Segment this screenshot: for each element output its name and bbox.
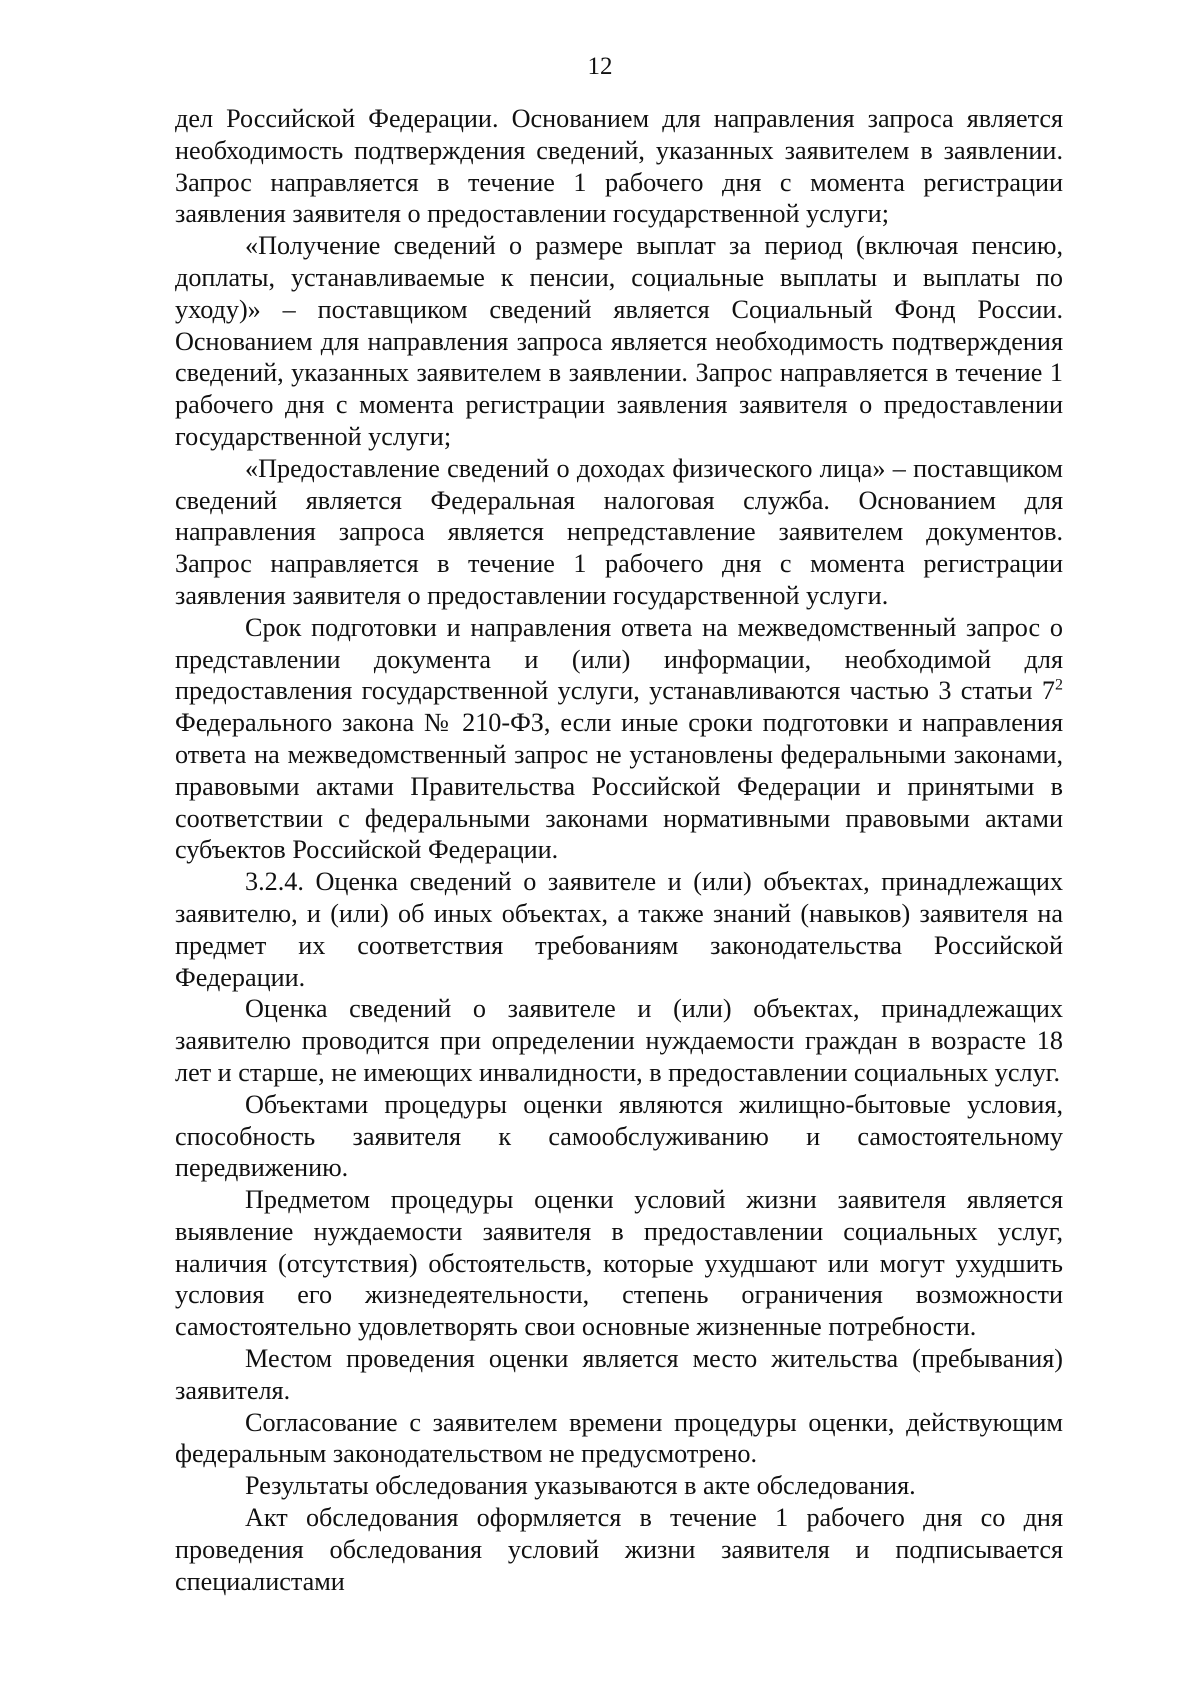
document-body	[175, 103, 1063, 1597]
article-superscript: 2	[1055, 676, 1063, 694]
paragraph-section-3-2-4: 3.2.4. Оценка сведений о заявителе и (или) объектах, принадлежащих заявителю, и (или) об иных объектах, а также знаний (навыков) заявителя на предмет их соответствия требованиям законодательства Российской Федерации.	[175, 867, 1063, 992]
paragraph-income-info: «Предоставление сведений о доходах физического лица» – поставщиком сведений является Федеральная налоговая служба. Основанием для направления запроса является непредставление заявителем документов. Запрос направляется в течение 1 рабочего дня с момента регистрации заявления заявителя о предоставлении государственной услуги.	[175, 453, 1063, 610]
page-number: 12	[587, 53, 613, 80]
paragraph-continuation: дел Российской Федерации. Основанием для направления запроса является необходимость подтверждения сведений, указанных заявителем в заявлении. Запрос направляется в течение 1 рабочего дня с момента регистрации заявления заявителя о предоставлении государственной услуги;	[175, 104, 1063, 229]
paragraph-assessment-scope: Оценка сведений о заявителе и (или) объектах, принадлежащих заявителю проводится при определении нуждаемости граждан в возрасте 18 лет и старше, не имеющих инвалидности, в предоставлении социальных услуг.	[175, 994, 1063, 1087]
response-deadline-text-start: Срок подготовки и направления ответа на межведомственный запрос о представлении документа и (или) информации, необходимой для предоставления государственной услуги, устанавливаются частью 3 статьи 7	[175, 612, 1063, 706]
response-deadline-text-end: Федерального закона № 210-ФЗ, если иные сроки подготовки и направления ответа на межведомственный запрос не установлены федеральными законами, правовыми актами Правительства Российской Федерации и принятыми в соответствии с федеральными законами нормативными правовыми актами субъектов Российской Федерации.	[175, 708, 1063, 865]
paragraph-assessment-subject: Предметом процедуры оценки условий жизни заявителя является выявление нуждаемости заявителя в предоставлении социальных услуг, наличия (отсутствия) обстоятельств, которые ухудшают или могут ухудшить условия его жизнедеятельности, степень ограничения возможности самостоятельно удовлетворять свои основные жизненные потребности.	[175, 1185, 1063, 1342]
paragraph-time-agreement: Согласование с заявителем времени процедуры оценки, действующим федеральным законодательством не предусмотрено.	[175, 1407, 1063, 1469]
paragraph-assessment-objects: Объектами процедуры оценки являются жилищно-бытовые условия, способность заявителя к самообслуживанию и самостоятельному передвижению.	[175, 1089, 1063, 1183]
paragraph-inspection-act: Акт обследования оформляется в течение 1 рабочего дня со дня проведения обследования условий жизни заявителя и подписывается специалистами	[175, 1503, 1063, 1596]
paragraph-assessment-place: Местом проведения оценки является место жительства (пребывания) заявителя.	[175, 1344, 1063, 1405]
paragraph-inspection-results: Результаты обследования указываются в акте обследования.	[245, 1471, 916, 1501]
paragraph-pension-info: «Получение сведений о размере выплат за период (включая пенсию, доплаты, устанавливаемые к пенсии, социальные выплаты и выплаты по уходу)» – поставщиком сведений является Социальный Фонд России. Основанием для направления запроса является необходимость подтверждения сведений, указанных заявителем в заявлении. Запрос направляется в течение 1 рабочего дня с момента регистрации заявления заявителя о предоставлении государственной услуги;	[175, 231, 1063, 451]
paragraph-response-deadline	[175, 612, 1063, 866]
